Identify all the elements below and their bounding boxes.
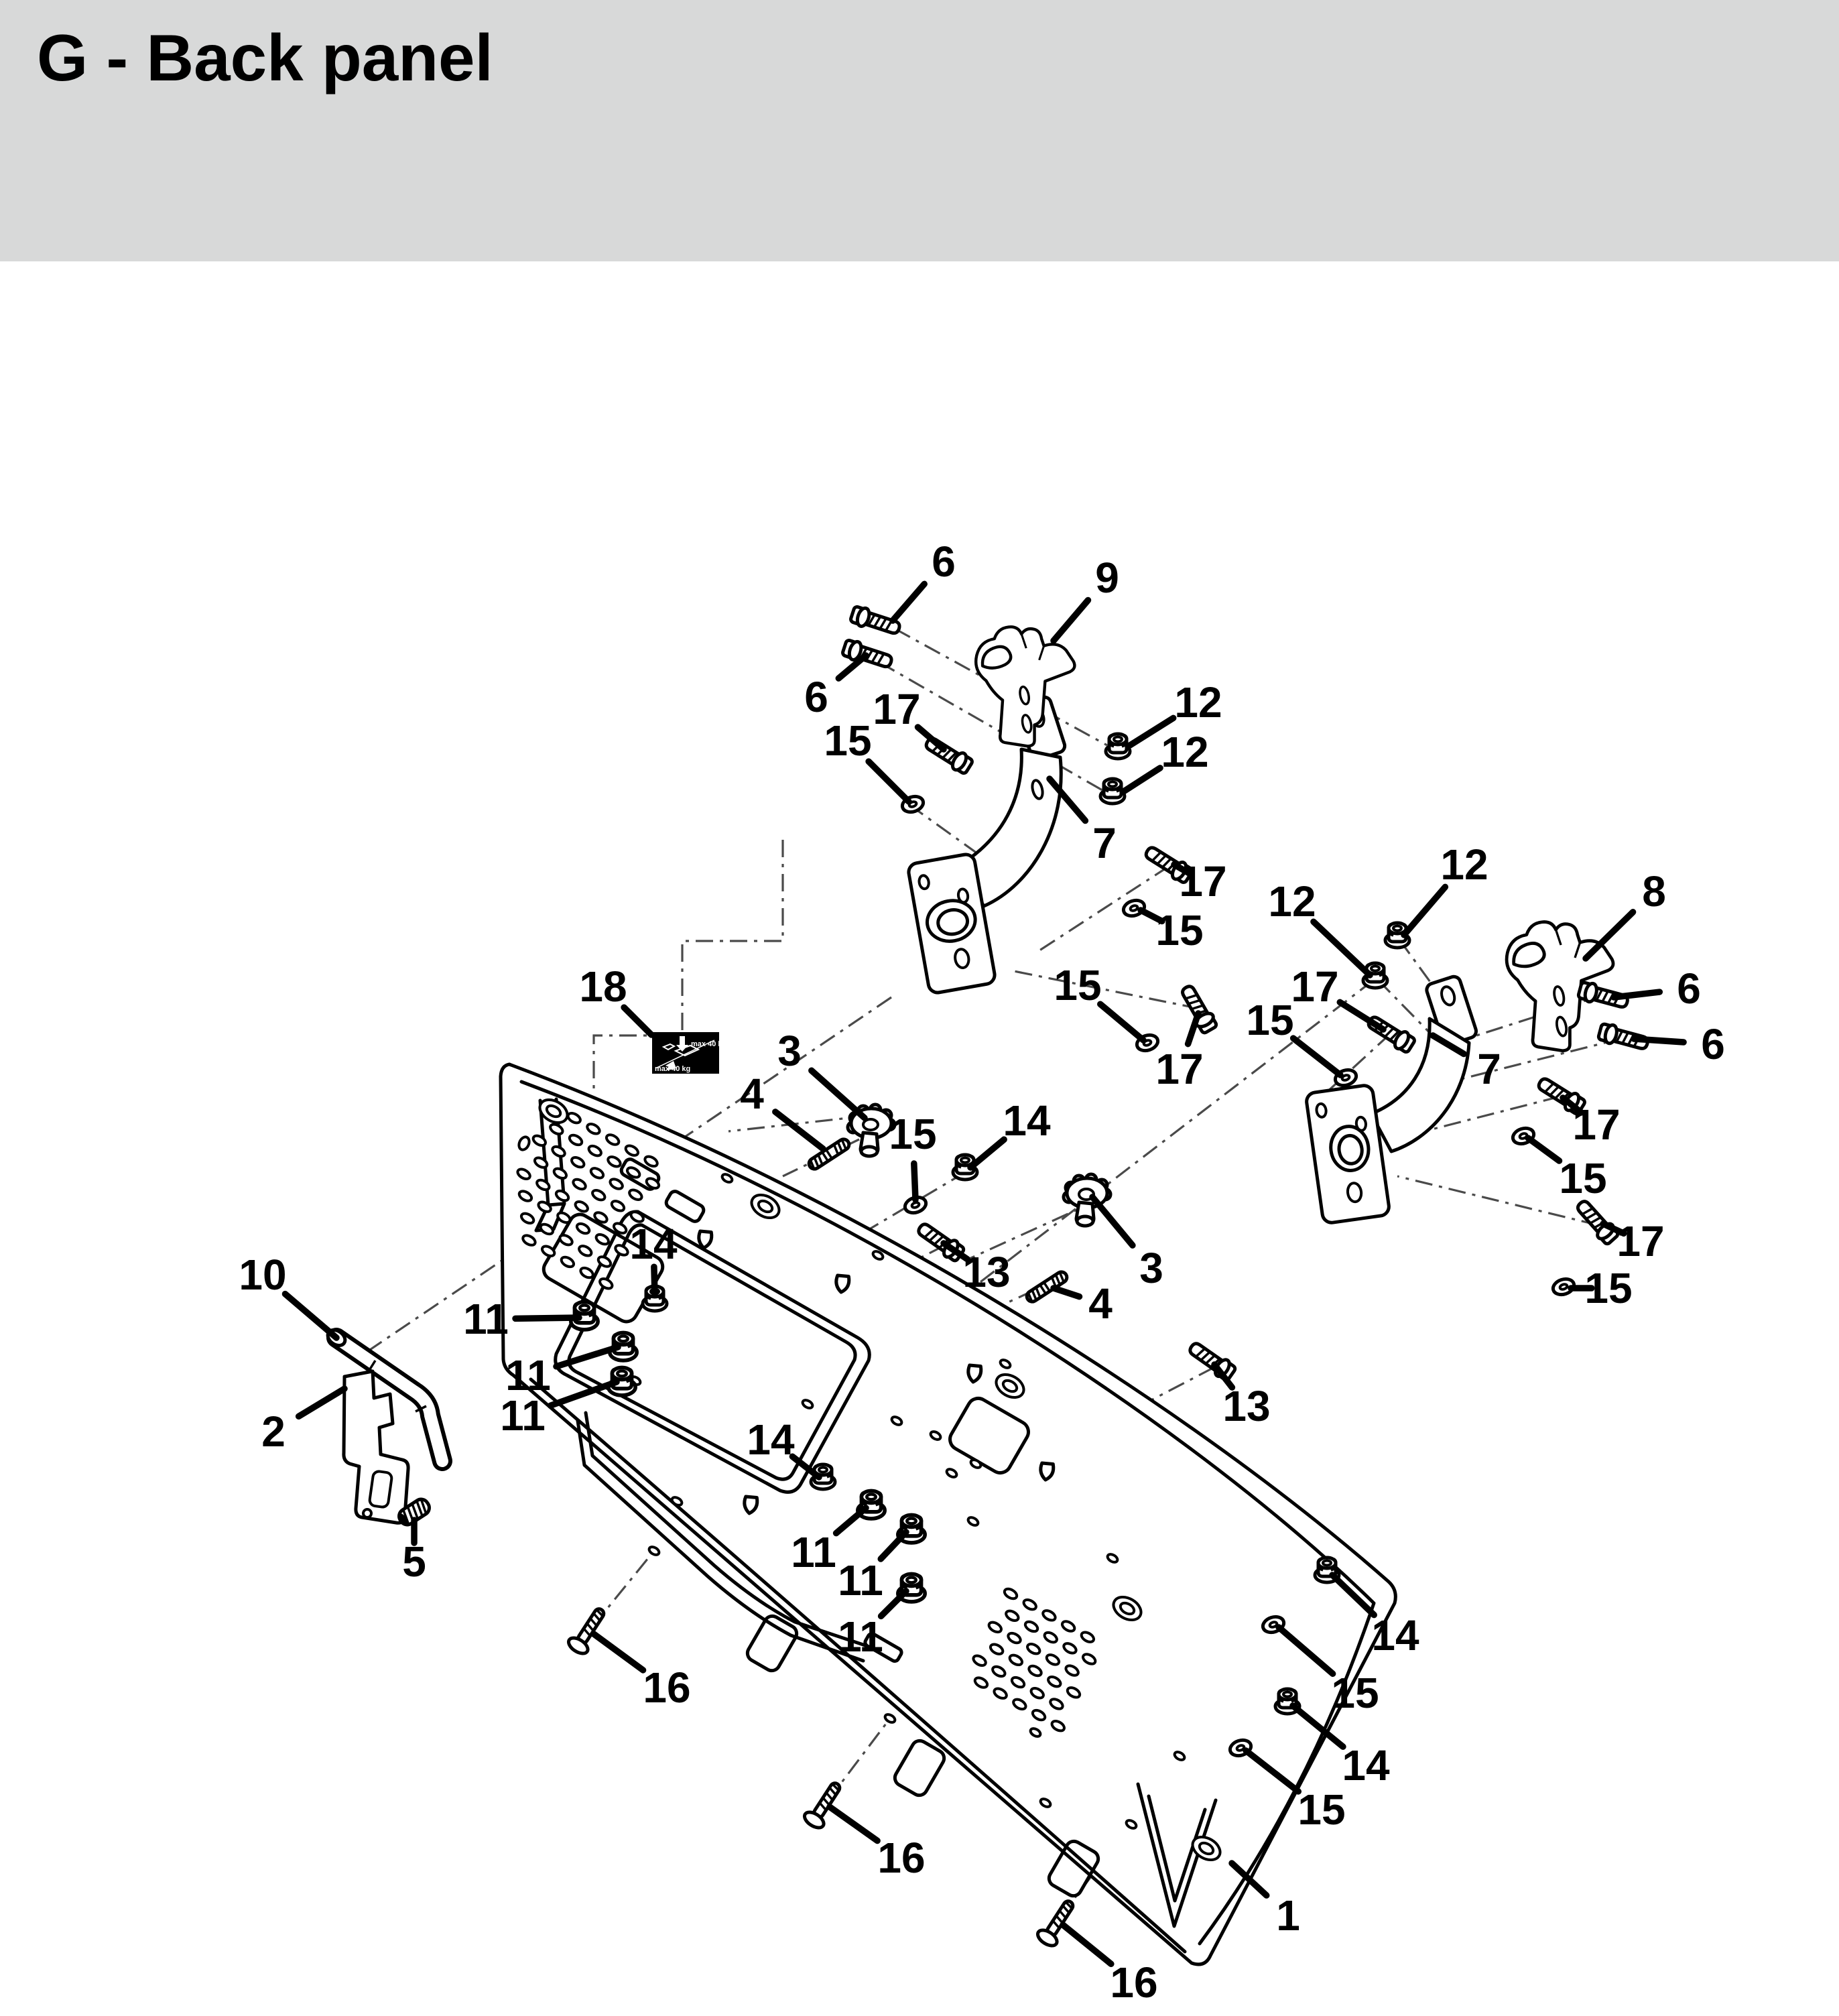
svg-text:15: 15	[1297, 1785, 1346, 1834]
svg-text:6: 6	[804, 673, 828, 721]
callout-17	[1174, 857, 1227, 905]
svg-text:9: 9	[1095, 554, 1119, 602]
callout-14	[970, 1096, 1051, 1168]
svg-text:18: 18	[579, 962, 627, 1011]
svg-text:17: 17	[1291, 962, 1339, 1011]
callout-17	[873, 685, 944, 749]
svg-text:17: 17	[1179, 857, 1227, 905]
callout-4	[740, 1070, 823, 1149]
svg-text:17: 17	[1616, 1217, 1665, 1265]
svg-text:12: 12	[1268, 877, 1316, 926]
svg-text:11: 11	[791, 1528, 836, 1576]
callout-3	[1092, 1197, 1163, 1292]
svg-text:11: 11	[505, 1351, 551, 1399]
svg-text:16: 16	[1110, 1958, 1158, 2007]
callout-5	[402, 1520, 426, 1586]
callout-6	[893, 538, 956, 621]
callout-1	[1232, 1863, 1300, 1940]
callout-2	[261, 1389, 344, 1456]
svg-text:10: 10	[239, 1251, 287, 1299]
warning-label-text-2: max 40 kg	[655, 1065, 691, 1073]
svg-text:8: 8	[1642, 867, 1666, 916]
callout-15	[1571, 1264, 1633, 1312]
svg-text:15: 15	[1331, 1669, 1379, 1717]
svg-text:15: 15	[1559, 1154, 1607, 1202]
svg-text:4: 4	[740, 1070, 764, 1118]
svg-text:11: 11	[838, 1613, 883, 1661]
svg-text:12: 12	[1161, 728, 1209, 776]
callout-12	[1268, 877, 1370, 975]
svg-text:15: 15	[1246, 996, 1294, 1044]
warning-label	[652, 1032, 726, 1074]
svg-text:15: 15	[889, 1110, 937, 1158]
callout-16	[830, 1807, 926, 1882]
svg-text:14: 14	[747, 1415, 795, 1464]
callout-18	[579, 962, 651, 1035]
support-arm-right	[1306, 975, 1478, 1224]
callout-3	[777, 1027, 865, 1118]
back-panel	[501, 1064, 1395, 1964]
svg-text:17: 17	[1572, 1100, 1621, 1149]
svg-text:12: 12	[1440, 840, 1488, 889]
callout-12	[1404, 840, 1488, 935]
svg-text:6: 6	[1677, 964, 1701, 1013]
svg-text:6: 6	[932, 538, 956, 586]
page-title: G - Back panel	[37, 21, 493, 94]
svg-text:6: 6	[1701, 1020, 1725, 1068]
svg-text:15: 15	[1054, 961, 1102, 1009]
callout-17	[1155, 1013, 1203, 1093]
callout-labels	[239, 538, 1724, 2007]
svg-text:3: 3	[777, 1027, 802, 1075]
callout-16	[594, 1634, 691, 1712]
callout-17	[1563, 1098, 1621, 1149]
svg-text:11: 11	[500, 1391, 546, 1440]
svg-text:15: 15	[1155, 906, 1204, 954]
svg-text:14: 14	[629, 1220, 678, 1268]
svg-text:4: 4	[1088, 1279, 1113, 1328]
svg-text:16: 16	[643, 1663, 691, 1712]
callout-6	[804, 655, 866, 721]
callout-13	[1214, 1365, 1271, 1430]
callout-15	[889, 1110, 936, 1200]
svg-text:7: 7	[1092, 819, 1117, 867]
callout-15	[1054, 961, 1143, 1040]
svg-text:1: 1	[1276, 1891, 1300, 1940]
callout-16	[1063, 1925, 1158, 2007]
svg-text:16: 16	[877, 1834, 926, 1882]
callout-4	[1054, 1279, 1113, 1328]
svg-text:3: 3	[1139, 1244, 1163, 1292]
callout-8	[1586, 867, 1666, 958]
svg-text:17: 17	[873, 685, 921, 733]
svg-text:11: 11	[838, 1556, 883, 1604]
callout-9	[1054, 554, 1119, 641]
callout-10	[239, 1251, 336, 1338]
callout-15	[1141, 906, 1204, 954]
svg-text:5: 5	[402, 1537, 426, 1586]
svg-text:13: 13	[962, 1248, 1011, 1296]
svg-text:14: 14	[1003, 1096, 1051, 1145]
svg-text:15: 15	[1584, 1264, 1633, 1312]
svg-text:12: 12	[1174, 678, 1222, 727]
svg-text:15: 15	[824, 716, 872, 765]
svg-text:14: 14	[1371, 1611, 1419, 1659]
svg-text:13: 13	[1222, 1382, 1271, 1430]
svg-text:7: 7	[1477, 1045, 1501, 1093]
svg-text:17: 17	[1155, 1045, 1204, 1093]
latch-bracket	[344, 1371, 408, 1523]
svg-text:14: 14	[1342, 1741, 1390, 1789]
svg-text:2: 2	[261, 1407, 286, 1456]
warning-label-text-1: max 40 kg	[691, 1040, 727, 1048]
svg-text:11: 11	[463, 1295, 509, 1343]
